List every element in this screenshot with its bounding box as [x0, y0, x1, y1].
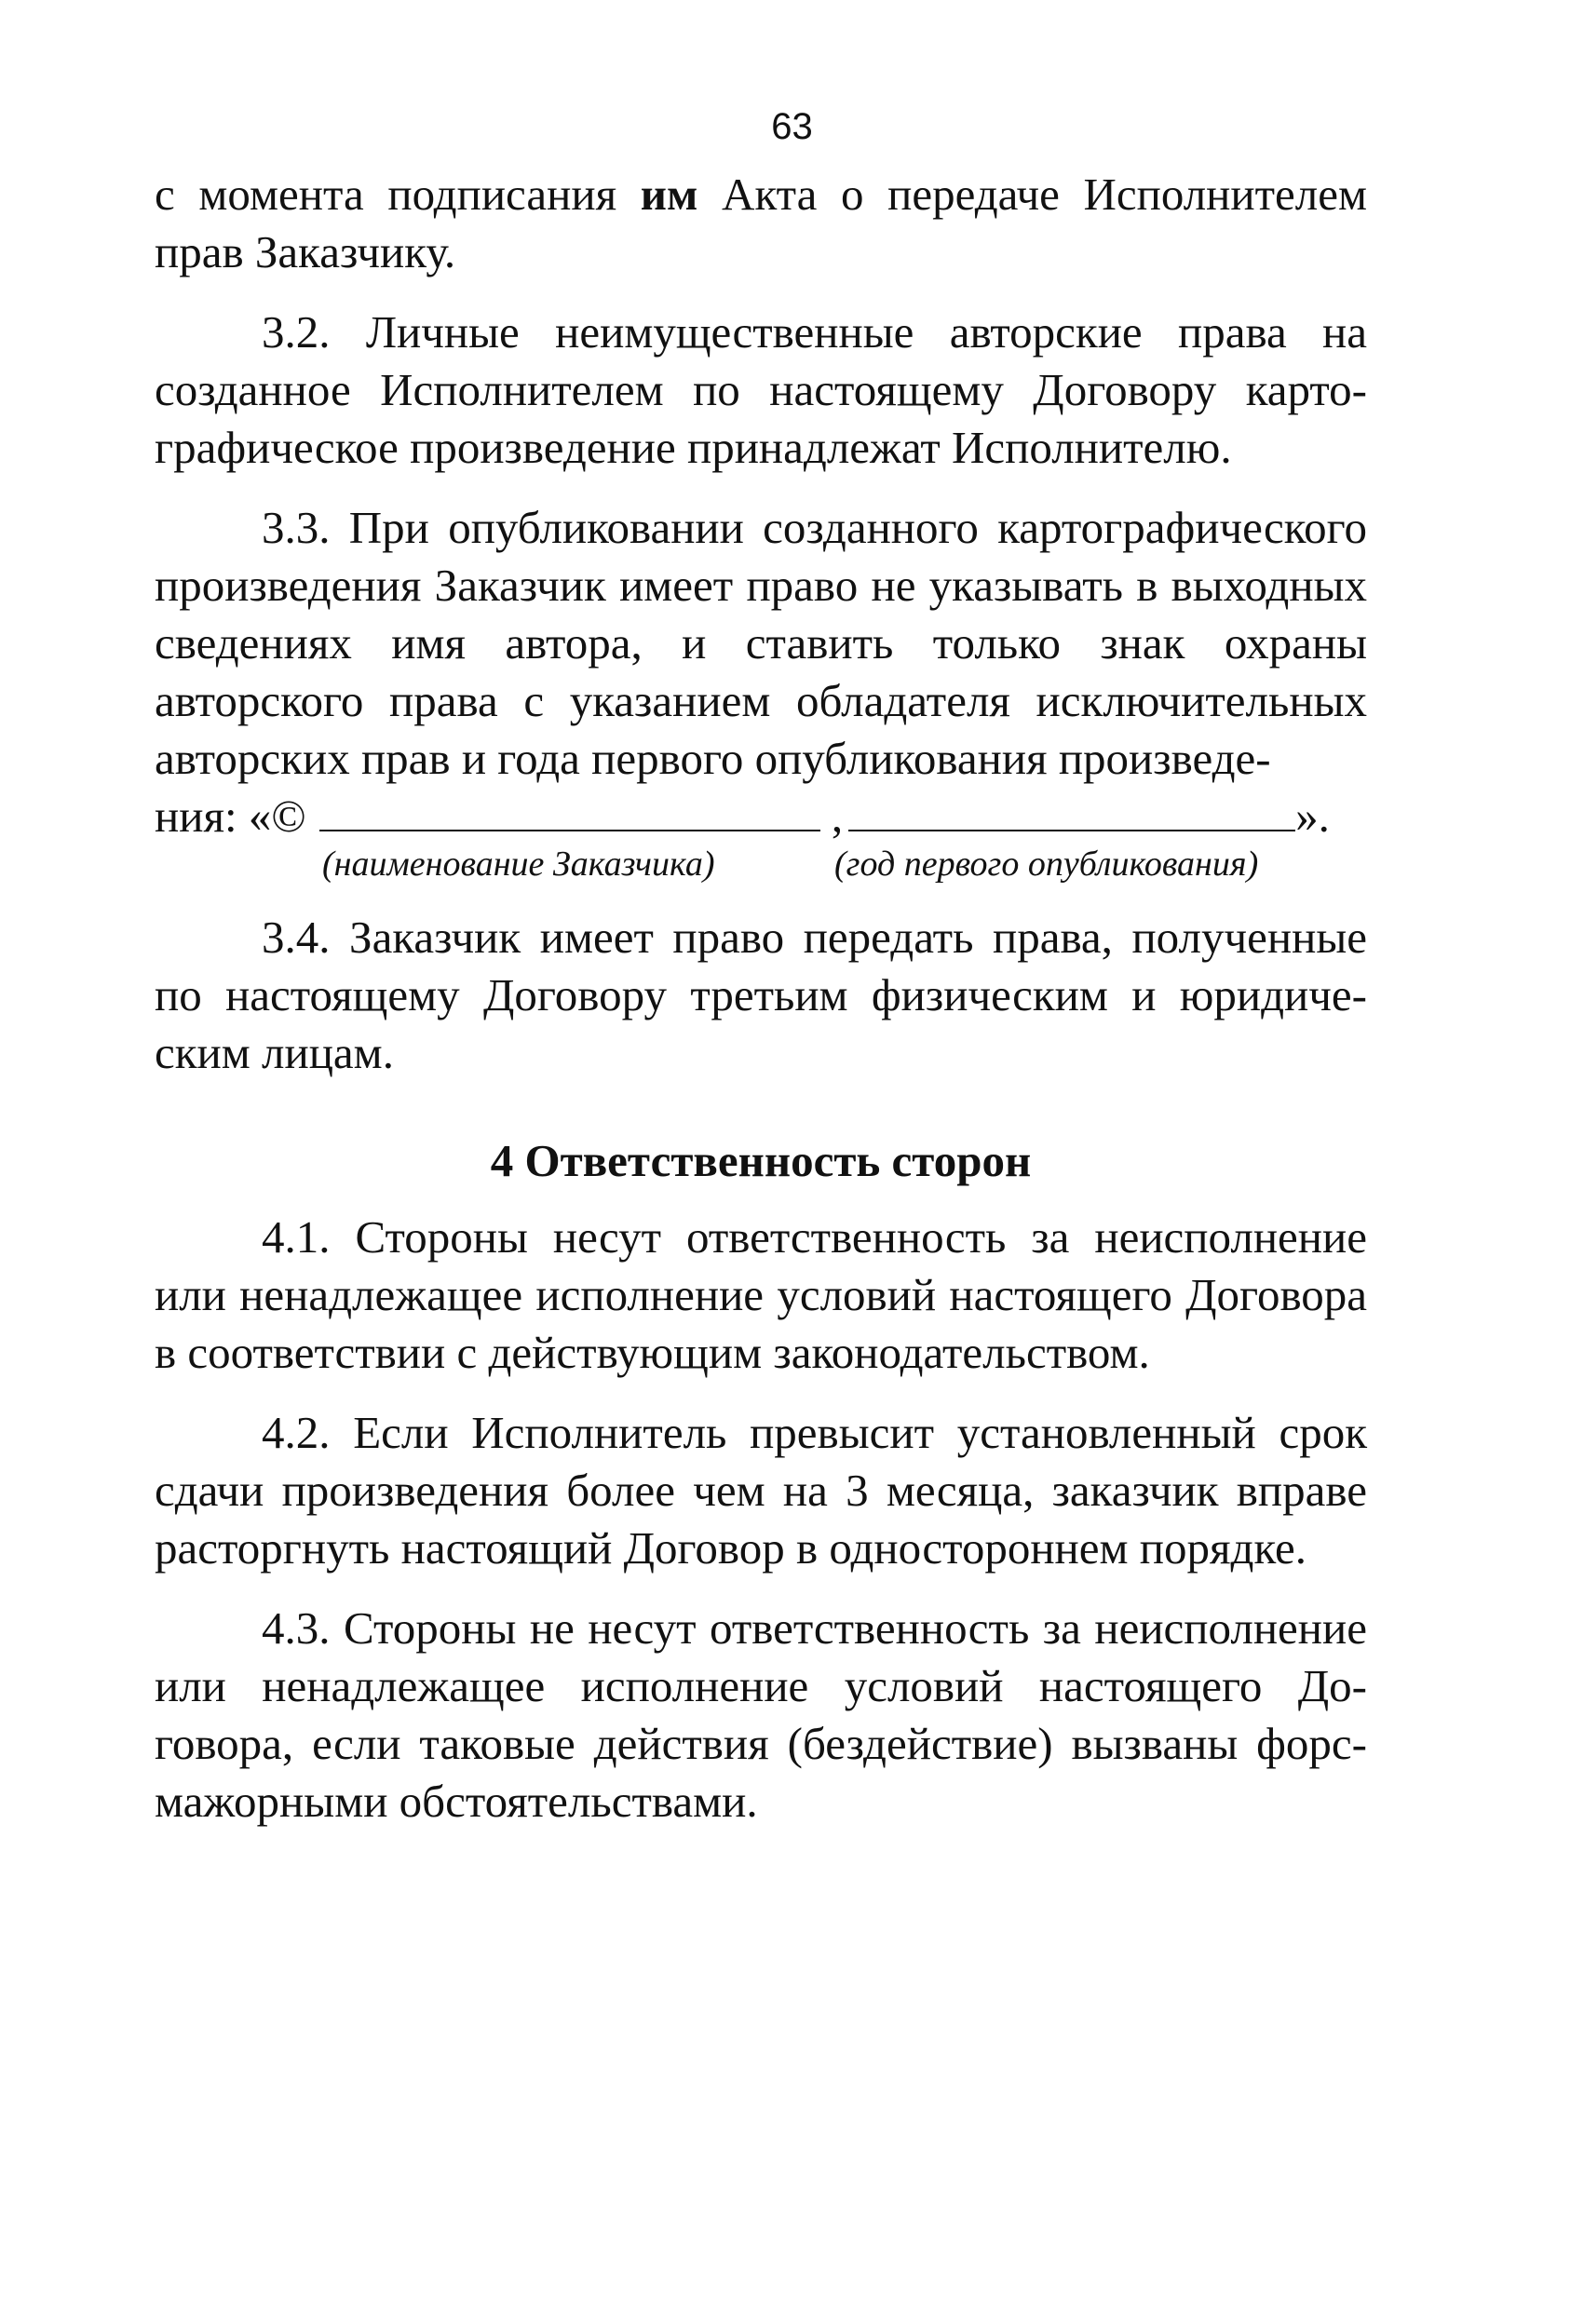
text-fragment: Акта о передаче Исполнителем прав Заказчику. [155, 169, 1367, 277]
copyright-suffix: ». [1295, 790, 1330, 842]
bold-fragment: им [640, 169, 698, 220]
paragraph-3-3: 3.3. При опубликовании созданного картографического произведения Заказчик имеет право не указывать в выходных сведениях имя автора, и ставить только знак охраны авторского права с указанием обладателя исключительных авторских прав и года первого опубликования произведе- [155, 502, 1367, 784]
customer-name-blank [319, 792, 820, 831]
paragraph-4-3: 4.3. Стороны не несут ответственность за неисполнение или ненадлежащее исполнение условий настоящего Договора, если таковые действия (бездействие) вызваны форс-мажорными обстоятельствами. [155, 1602, 1367, 1827]
paragraph-3-4: 3.4. Заказчик имеет право передать права, полученные по настоящему Договору третьим физическим и юридическим лицам. [155, 912, 1367, 1078]
text-fragment: с момента подписания [155, 169, 641, 220]
copyright-separator: , [831, 790, 844, 842]
paragraph-3-1-continuation [155, 166, 1367, 281]
paragraph-4-2: 4.2. Если Исполнитель превысит установленный срок сдачи произведения более чем на 3 месяца, заказчик вправе расторгнуть настоящий Договор в одностороннем порядке. [155, 1407, 1367, 1574]
year-caption: (год первого опубликования) [834, 844, 1259, 884]
blank-captions [155, 845, 1367, 886]
document-body [155, 166, 1367, 1831]
copyright-notice-line [155, 788, 1367, 845]
paragraph-3-2: 3.2. Личные неимущественные авторские права на созданное Исполнителем по настоящему Договору картографическое произведение принадлежат Исполнителю. [155, 306, 1367, 473]
copyright-prefix: ния: «© [155, 790, 306, 842]
page-number: 63 [771, 106, 813, 147]
customer-name-caption: (наименование Заказчика) [322, 844, 715, 884]
section-4-heading: 4 Ответственность сторон [490, 1135, 1032, 1186]
paragraph-4-1: 4.1. Стороны несут ответственность за неисполнение или ненадлежащее исполнение условий настоящего Договора в соответствии с действующим законодательством. [155, 1211, 1367, 1378]
year-blank [848, 792, 1295, 831]
